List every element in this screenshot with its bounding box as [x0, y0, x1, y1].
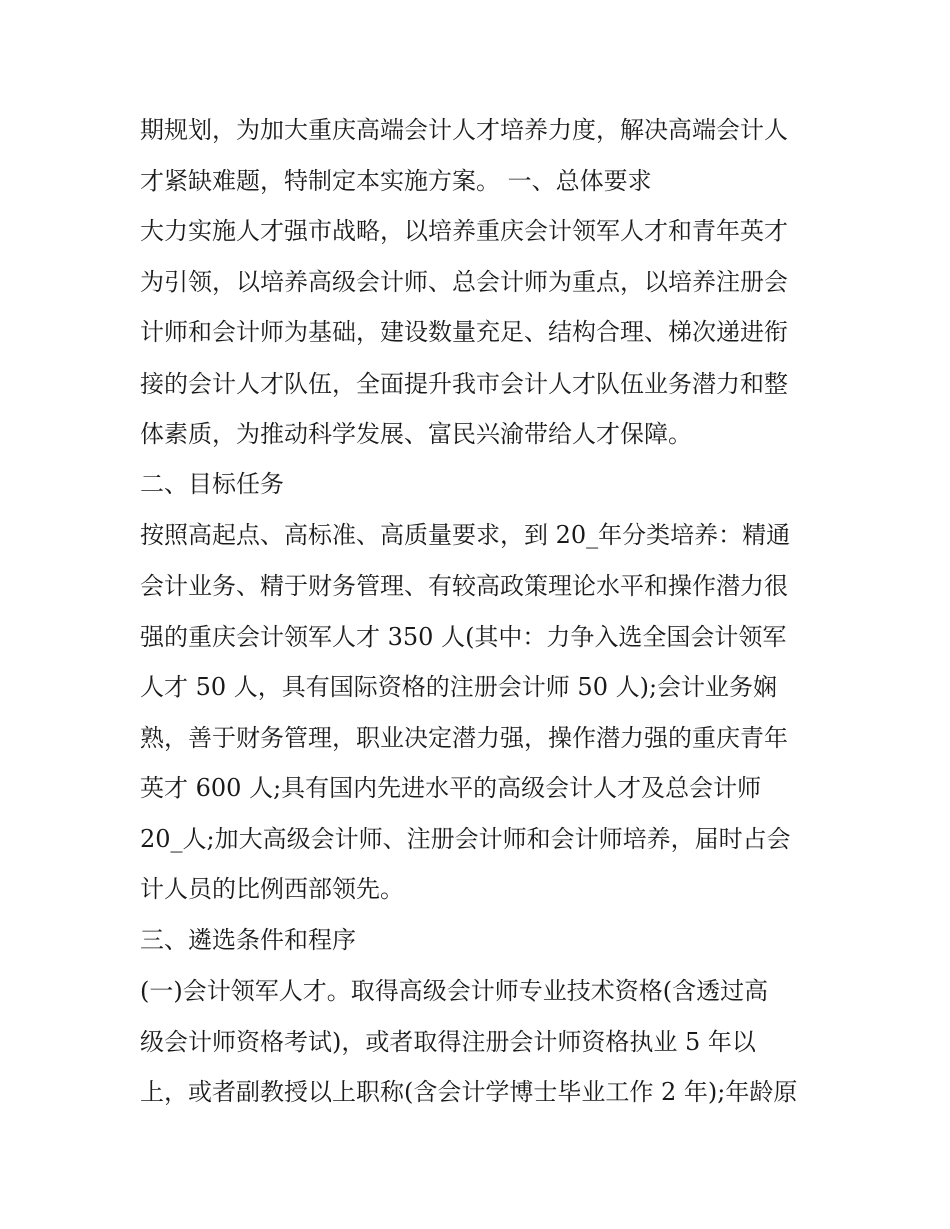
text-line: 人才 50 人，具有国际资格的注册会计师 50 人);会计业务娴	[140, 673, 778, 701]
text-line: 20_人;加大高级会计师、注册会计师和会计师培养，届时占会	[140, 825, 791, 853]
text-line: 大力实施人才强市战略，以培养重庆会计领军人才和青年英才	[140, 217, 788, 245]
text-line: 熟，善于财务管理，职业决定潜力强，操作潜力强的重庆青年	[140, 724, 788, 752]
text-line: 强的重庆会计领军人才 350 人(其中：力争入选全国会计领军	[140, 623, 787, 651]
text-line: 期规划，为加大重庆高端会计人才培养力度，解决高端会计人	[140, 116, 788, 144]
text-line: 为引领，以培养高级会计师、总会计师为重点，以培养注册会	[140, 268, 788, 296]
text-line: 才紧缺难题，特制定本实施方案。 一、总体要求	[140, 167, 652, 195]
section-heading: 三、遴选条件和程序	[140, 926, 356, 954]
text-line: 英才 600 人;具有国内先进水平的高级会计人才及总会计师	[140, 774, 762, 802]
text-line: 按照高起点、高标准、高质量要求，到 20_年分类培养：精通	[140, 521, 791, 549]
text-line: 上，或者副教授以上职称(含会计学博士毕业工作 2 年);年龄原	[140, 1078, 798, 1106]
text-line: 接的会计人才队伍，全面提升我市会计人才队伍业务潜力和整	[140, 370, 788, 398]
text-line: 计师和会计师为基础，建设数量充足、结构合理、梯次递进衔	[140, 318, 788, 346]
text-line: 级会计师资格考试)，或者取得注册会计师资格执业 5 年以	[140, 1028, 756, 1056]
text-line: 体素质，为推动科学发展、富民兴渝带给人才保障。	[140, 420, 692, 448]
text-line: 计人员的比例西部领先。	[140, 875, 404, 903]
text-line: 会计业务、精于财务管理、有较高政策理论水平和操作潜力很	[140, 572, 788, 600]
text-line: (一)会计领军人才。取得高级会计师专业技术资格(含透过高	[140, 977, 769, 1005]
section-heading: 二、目标任务	[140, 470, 284, 498]
